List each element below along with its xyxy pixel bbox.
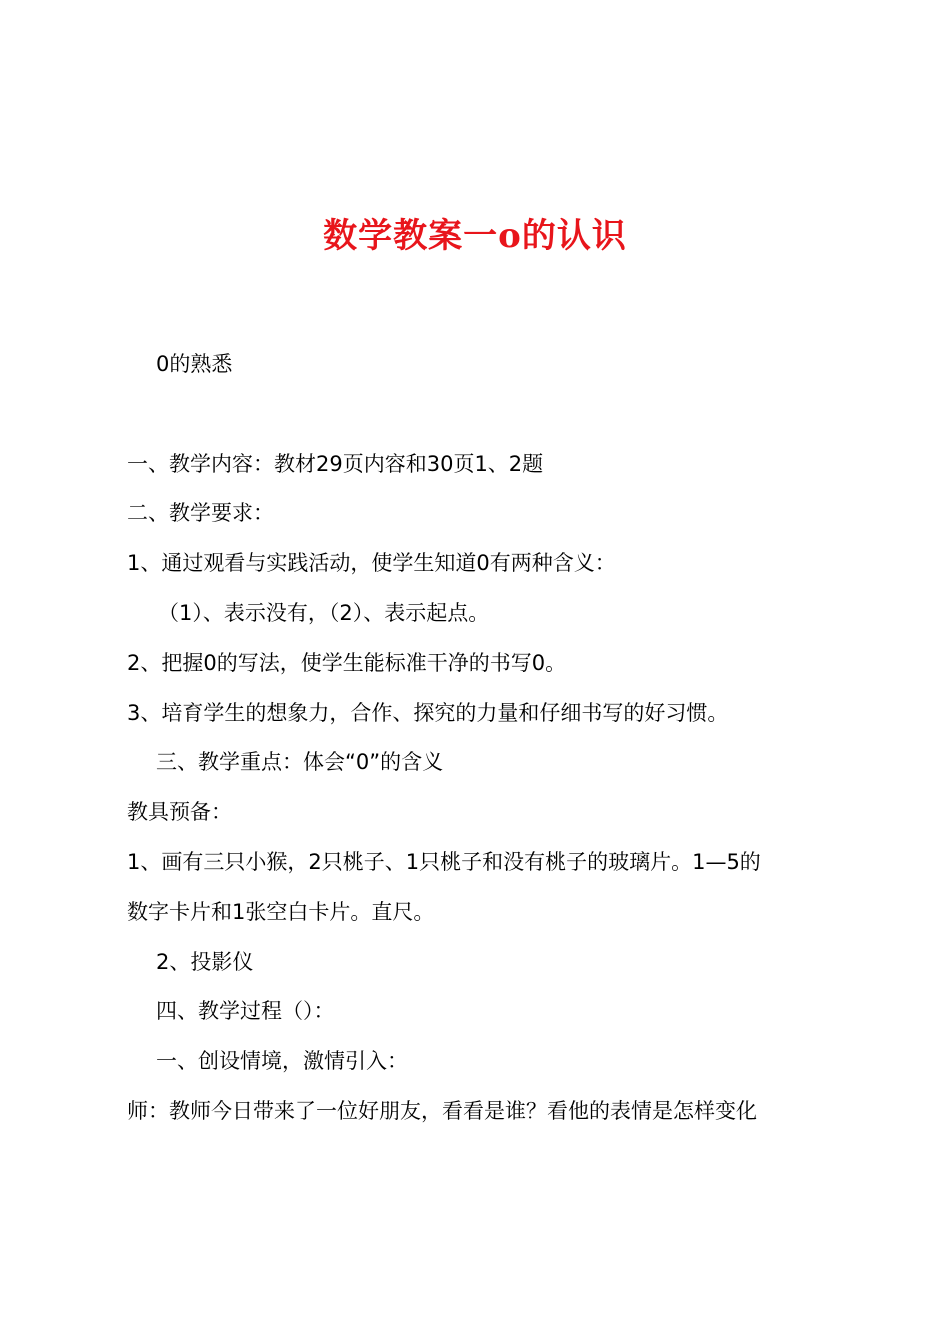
paragraph-line: 1、通过观看与实践活动，使学生知道0有两种含义： <box>127 551 616 575</box>
paragraph-line: 一、创设情境，激情引入： <box>156 1049 408 1073</box>
paragraph-line: 2、把握0的写法，使学生能标准干净的书写0。 <box>127 651 567 675</box>
paragraph-line: 师：教师今日带来了一位好朋友，看看是谁？看他的表情是怎样变化 <box>127 1099 757 1123</box>
document-title: 数学教案一o的认识 <box>323 216 627 256</box>
paragraph-line: （1）、表示没有，（2）、表示起点。 <box>158 601 490 625</box>
paragraph-line: 教具预备： <box>127 800 232 824</box>
paragraph-line: 一、教学内容：教材29页内容和30页1、2题 <box>127 452 544 476</box>
paragraph-line: 2、投影仪 <box>156 950 254 974</box>
section-heading: 0的熟悉 <box>156 352 233 376</box>
paragraph-line: 三、教学重点：体会“0”的含义 <box>156 750 444 774</box>
paragraph-line: 3、培育学生的想象力，合作、探究的力量和仔细书写的好习惯。 <box>127 701 729 725</box>
paragraph-line: 二、教学要求： <box>127 501 274 525</box>
paragraph-line: 四、教学过程（）： <box>156 999 335 1023</box>
paragraph-line: 1、画有三只小猴，2只桃子、1只桃子和没有桃子的玻璃片。1—5的 <box>127 850 761 874</box>
paragraph-line: 数字卡片和1张空白卡片。直尺。 <box>127 900 435 924</box>
